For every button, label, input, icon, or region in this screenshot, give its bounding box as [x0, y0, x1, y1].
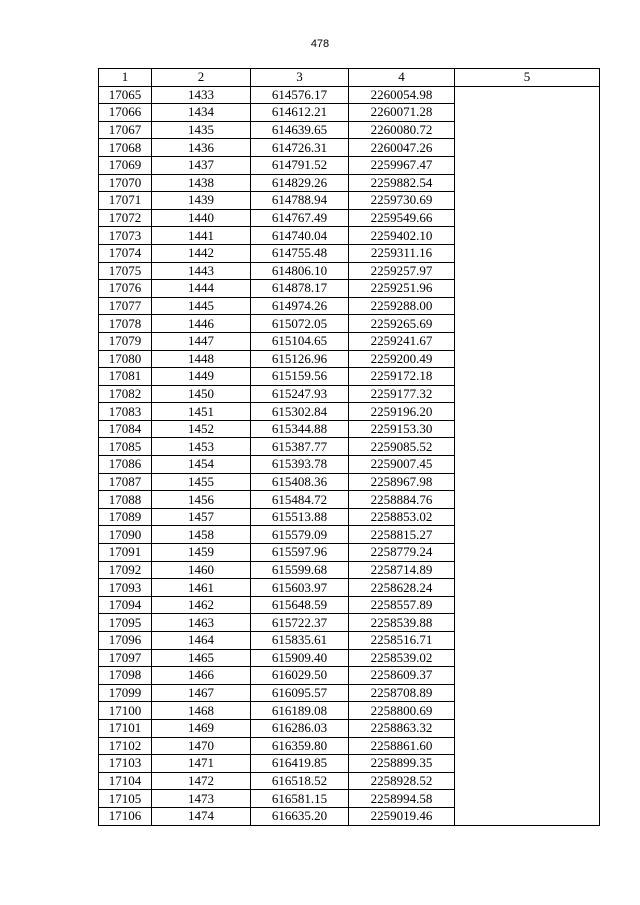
table-cell: 1463: [152, 614, 251, 632]
table-cell: 2258708.89: [349, 684, 455, 702]
table-cell: 17086: [99, 456, 152, 474]
table-cell: 1446: [152, 315, 251, 333]
table-cell: 615597.96: [251, 544, 349, 562]
table-cell: 17067: [99, 121, 152, 139]
table-cell: 1464: [152, 632, 251, 650]
table-cell: 2258779.24: [349, 544, 455, 562]
header-cell: 1: [99, 69, 152, 87]
table-cell: 2258800.69: [349, 702, 455, 720]
column-5-merged-cell: [455, 86, 600, 825]
table-cell: 1436: [152, 139, 251, 157]
table-cell: 2258516.71: [349, 632, 455, 650]
table-cell: 615408.36: [251, 473, 349, 491]
table-cell: 2259177.32: [349, 385, 455, 403]
table-cell: 17098: [99, 667, 152, 685]
table-cell: 616419.85: [251, 755, 349, 773]
table-cell: 615387.77: [251, 438, 349, 456]
table-cell: 1467: [152, 684, 251, 702]
table-cell: 17101: [99, 719, 152, 737]
table-cell: 2258884.76: [349, 491, 455, 509]
table-cell: 17094: [99, 596, 152, 614]
table-cell: 2260047.26: [349, 139, 455, 157]
table-cell: 616286.03: [251, 719, 349, 737]
table-row: [99, 86, 600, 104]
table-cell: 2260054.98: [349, 86, 455, 104]
table-cell: 2258628.24: [349, 579, 455, 597]
table-cell: 2259402.10: [349, 227, 455, 245]
header-cell: 3: [251, 69, 349, 87]
table-cell: 2258539.02: [349, 649, 455, 667]
table-cell: 615344.88: [251, 420, 349, 438]
table-cell: 1451: [152, 403, 251, 421]
table-cell: 1468: [152, 702, 251, 720]
table-cell: 17070: [99, 174, 152, 192]
table-cell: 17078: [99, 315, 152, 333]
table-cell: 1450: [152, 385, 251, 403]
table-cell: 615126.96: [251, 350, 349, 368]
table-body: [99, 86, 600, 825]
table-cell: 615909.40: [251, 649, 349, 667]
table-cell: 615247.93: [251, 385, 349, 403]
table-cell: 614806.10: [251, 262, 349, 280]
table-cell: 17090: [99, 526, 152, 544]
table-cell: 1455: [152, 473, 251, 491]
table-cell: 2259172.18: [349, 368, 455, 386]
table-cell: 616518.52: [251, 772, 349, 790]
table-cell: 614878.17: [251, 280, 349, 298]
table-cell: 17104: [99, 772, 152, 790]
table-cell: 2259019.46: [349, 807, 455, 825]
table-cell: 1442: [152, 244, 251, 262]
table-cell: 2259730.69: [349, 192, 455, 210]
table-cell: 1437: [152, 156, 251, 174]
table-cell: 2259549.66: [349, 209, 455, 227]
table-cell: 17069: [99, 156, 152, 174]
table-cell: 614726.31: [251, 139, 349, 157]
table-cell: 2258815.27: [349, 526, 455, 544]
table-cell: 1433: [152, 86, 251, 104]
table-cell: 1448: [152, 350, 251, 368]
table-cell: 1447: [152, 332, 251, 350]
table-cell: 17066: [99, 104, 152, 122]
table-cell: 1462: [152, 596, 251, 614]
page-number: 478: [310, 38, 330, 50]
table-cell: 17093: [99, 579, 152, 597]
table-cell: 17089: [99, 508, 152, 526]
table-cell: 614740.04: [251, 227, 349, 245]
table-cell: 2259153.30: [349, 420, 455, 438]
table-cell: 2260071.28: [349, 104, 455, 122]
table-cell: 1461: [152, 579, 251, 597]
table-cell: 1454: [152, 456, 251, 474]
table-cell: 17071: [99, 192, 152, 210]
table-cell: 1434: [152, 104, 251, 122]
table-cell: 17097: [99, 649, 152, 667]
table-cell: 17068: [99, 139, 152, 157]
table-cell: 17088: [99, 491, 152, 509]
table-cell: 2259200.49: [349, 350, 455, 368]
table-cell: 615835.61: [251, 632, 349, 650]
table-cell: 17087: [99, 473, 152, 491]
table-cell: 2259882.54: [349, 174, 455, 192]
table-cell: 1466: [152, 667, 251, 685]
table-cell: 17091: [99, 544, 152, 562]
table-cell: 17079: [99, 332, 152, 350]
table-cell: 615513.88: [251, 508, 349, 526]
table-cell: 2259007.45: [349, 456, 455, 474]
table-cell: 614974.26: [251, 297, 349, 315]
table-cell: 614576.17: [251, 86, 349, 104]
table-cell: 1471: [152, 755, 251, 773]
table-cell: 2259967.47: [349, 156, 455, 174]
table-cell: 1444: [152, 280, 251, 298]
table-cell: 1472: [152, 772, 251, 790]
table-cell: 614639.65: [251, 121, 349, 139]
table-cell: 615302.84: [251, 403, 349, 421]
table-cell: 17074: [99, 244, 152, 262]
table-cell: 614612.21: [251, 104, 349, 122]
header-row: [99, 69, 600, 87]
table-cell: 17096: [99, 632, 152, 650]
table-cell: 17082: [99, 385, 152, 403]
table-cell: 1438: [152, 174, 251, 192]
table-cell: 17073: [99, 227, 152, 245]
table-cell: 2258994.58: [349, 790, 455, 808]
table-cell: 17083: [99, 403, 152, 421]
table-cell: 614755.48: [251, 244, 349, 262]
table-cell: 2258863.32: [349, 719, 455, 737]
table-cell: 1453: [152, 438, 251, 456]
table-cell: 616029.50: [251, 667, 349, 685]
table-cell: 2259251.96: [349, 280, 455, 298]
header-cell: 5: [455, 69, 600, 87]
table-cell: 17092: [99, 561, 152, 579]
table-cell: 2259311.16: [349, 244, 455, 262]
table-cell: 17102: [99, 737, 152, 755]
table-cell: 615159.56: [251, 368, 349, 386]
table-cell: 17095: [99, 614, 152, 632]
table-cell: 1452: [152, 420, 251, 438]
table-cell: 1441: [152, 227, 251, 245]
table-cell: 1470: [152, 737, 251, 755]
table-cell: 615072.05: [251, 315, 349, 333]
table-cell: 614791.52: [251, 156, 349, 174]
table-cell: 1456: [152, 491, 251, 509]
table-cell: 1473: [152, 790, 251, 808]
table-cell: 2259288.00: [349, 297, 455, 315]
table-cell: 615599.68: [251, 561, 349, 579]
table-cell: 1465: [152, 649, 251, 667]
table-cell: 2259196.20: [349, 403, 455, 421]
table-cell: 1449: [152, 368, 251, 386]
table-cell: 2259241.67: [349, 332, 455, 350]
table-cell: 1445: [152, 297, 251, 315]
header-cell: 4: [349, 69, 455, 87]
table-cell: 17076: [99, 280, 152, 298]
table-cell: 17080: [99, 350, 152, 368]
table-cell: 1439: [152, 192, 251, 210]
table-cell: 615579.09: [251, 526, 349, 544]
table-cell: 1469: [152, 719, 251, 737]
table-cell: 615484.72: [251, 491, 349, 509]
table-cell: 1458: [152, 526, 251, 544]
table-cell: 2258928.52: [349, 772, 455, 790]
table-cell: 2259085.52: [349, 438, 455, 456]
table-cell: 2258714.89: [349, 561, 455, 579]
table-cell: 17072: [99, 209, 152, 227]
table-cell: 615648.59: [251, 596, 349, 614]
table-cell: 1435: [152, 121, 251, 139]
table-cell: 17081: [99, 368, 152, 386]
table-cell: 615722.37: [251, 614, 349, 632]
table-cell: 17075: [99, 262, 152, 280]
table-cell: 615104.65: [251, 332, 349, 350]
table-cell: 2258609.37: [349, 667, 455, 685]
table-cell: 2258853.02: [349, 508, 455, 526]
table-cell: 2258899.35: [349, 755, 455, 773]
table-cell: 616635.20: [251, 807, 349, 825]
table-cell: 17077: [99, 297, 152, 315]
table-cell: 614788.94: [251, 192, 349, 210]
table-cell: 616359.80: [251, 737, 349, 755]
table-cell: 2258861.60: [349, 737, 455, 755]
header-cell: 2: [152, 69, 251, 87]
table-cell: 17106: [99, 807, 152, 825]
table-cell: 2260080.72: [349, 121, 455, 139]
table-cell: 2259257.97: [349, 262, 455, 280]
table-cell: 614767.49: [251, 209, 349, 227]
table-cell: 615603.97: [251, 579, 349, 597]
table-cell: 2259265.69: [349, 315, 455, 333]
table-cell: 1457: [152, 508, 251, 526]
table-cell: 616581.15: [251, 790, 349, 808]
table-cell: 1440: [152, 209, 251, 227]
table-cell: 2258557.89: [349, 596, 455, 614]
table-cell: 1443: [152, 262, 251, 280]
table-cell: 17103: [99, 755, 152, 773]
table-cell: 17084: [99, 420, 152, 438]
table-cell: 616189.08: [251, 702, 349, 720]
table-cell: 2258967.98: [349, 473, 455, 491]
table-cell: 17085: [99, 438, 152, 456]
table-cell: 17065: [99, 86, 152, 104]
table-cell: 2258539.88: [349, 614, 455, 632]
table-cell: 17099: [99, 684, 152, 702]
table-cell: 615393.78: [251, 456, 349, 474]
table-cell: 616095.57: [251, 684, 349, 702]
table-cell: 1460: [152, 561, 251, 579]
coordinates-table: [98, 68, 600, 826]
table-cell: 17105: [99, 790, 152, 808]
table-cell: 17100: [99, 702, 152, 720]
table-cell: 1459: [152, 544, 251, 562]
table-cell: 614829.26: [251, 174, 349, 192]
table-cell: 1474: [152, 807, 251, 825]
